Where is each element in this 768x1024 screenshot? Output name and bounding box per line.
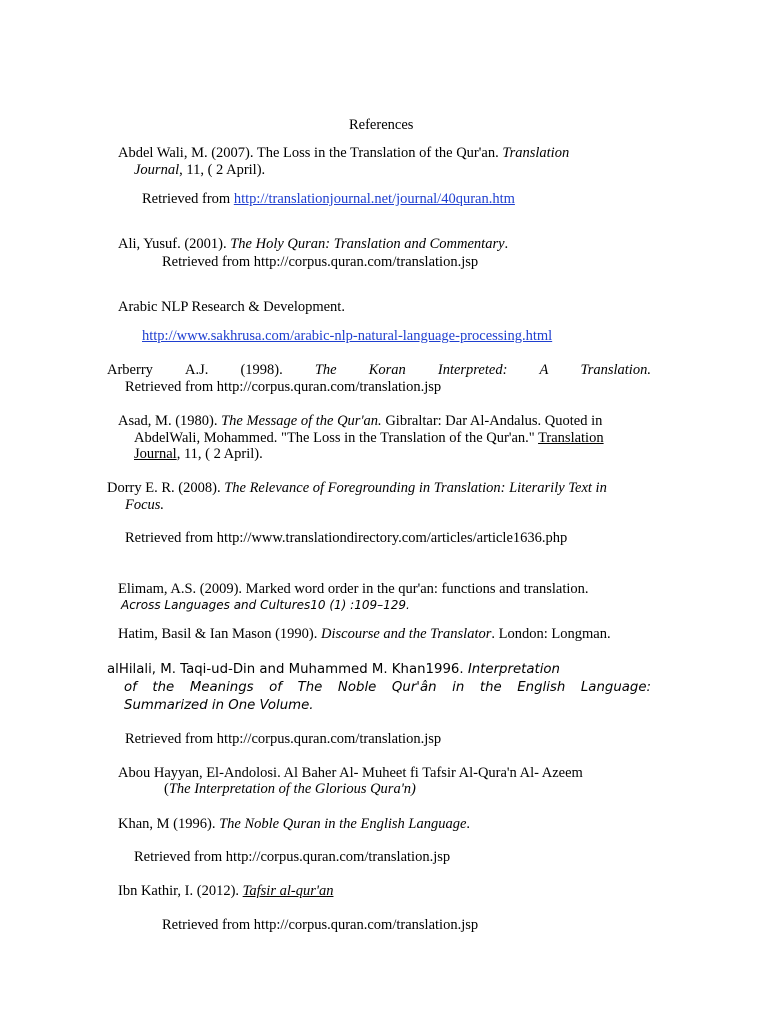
reference-alhilali-line3: Summarized in One Volume. (124, 698, 314, 713)
reference-hatim: Hatim, Basil & Ian Mason (1990). Discourse and the Translator. London: Longman. (118, 626, 611, 642)
reference-elimam-line2: Across Languages and Cultures10 (1) :109–129. (121, 598, 410, 612)
reference-ibn-kathir: Ibn Kathir, I. (2012). Tafsir al-qur'an (118, 883, 334, 899)
reference-asad-line2: AbdelWali, Mohammed. "The Loss in the Translation of the Qur'an." Translation (134, 430, 604, 446)
reference-arberry-line1: Arberry A.J. (1998). The Koran Interpreted: A Translation. (107, 362, 651, 378)
reference-khan: Khan, M (1996). The Noble Quran in the English Language. (118, 816, 471, 832)
reference-arabic-nlp: Arabic NLP Research & Development. (118, 299, 345, 315)
reference-arberry-retrieved: Retrieved from http://corpus.quran.com/translation.jsp (125, 379, 442, 395)
reference-abdel-wali-retrieved: Retrieved from http://translationjournal.net/journal/40quran.htm (142, 191, 515, 207)
reference-arabic-nlp-url (142, 328, 552, 345)
translationjournal-link[interactable]: http://translationjournal.net/journal/40quran.htm (233, 191, 515, 207)
reference-abdel-wali-line1: Abdel Wali, M. (2007). The Loss in the Translation of the Qur'an. Translation (118, 145, 570, 161)
reference-abdel-wali-line2: Journal, 11, ( 2 April). (134, 162, 266, 178)
reference-abou-hayyan-line2: (The Interpretation of the Glorious Qura'n) (164, 781, 416, 797)
reference-ibn-kathir-retrieved: Retrieved from http://corpus.quran.com/translation.jsp (162, 917, 479, 933)
reference-alhilali-retrieved: Retrieved from http://corpus.quran.com/translation.jsp (125, 731, 442, 747)
reference-ali-yusuf: Ali, Yusuf. (2001). The Holy Quran: Translation and Commentary. (118, 236, 509, 252)
page-title: References (349, 117, 414, 133)
reference-alhilali-line1: alHilali, M. Taqi-ud-Din and Muhammed M. Khan1996. Interpretation (107, 662, 560, 677)
reference-elimam-line1: Elimam, A.S. (2009). Marked word order in the qur'an: functions and translation. (118, 581, 589, 597)
reference-asad-line3: Journal, 11, ( 2 April). (134, 446, 263, 462)
reference-khan-retrieved: Retrieved from http://corpus.quran.com/translation.jsp (134, 849, 451, 865)
sakhrusa-link[interactable]: http://www.sakhrusa.com/arabic-nlp-natural-language-processing.html (142, 328, 553, 344)
reference-ali-yusuf-retrieved: Retrieved from http://corpus.quran.com/translation.jsp (162, 254, 479, 270)
reference-dorry-line2: Focus. (125, 497, 165, 513)
reference-dorry-retrieved: Retrieved from http://www.translationdirectory.com/articles/article1636.php (125, 530, 568, 546)
reference-abou-hayyan-line1: Abou Hayyan, El-Andolosi. Al Baher Al- Muheet fi Tafsir Al-Qura'n Al- Azeem (118, 765, 583, 781)
reference-asad-line1: Asad, M. (1980). The Message of the Qur'an. Gibraltar: Dar Al-Andalus. Quoted in (118, 413, 603, 429)
reference-alhilali-line2: of the Meanings of The Noble Qur'ân in the English Language: (124, 680, 651, 695)
reference-dorry-line1: Dorry E. R. (2008). The Relevance of Foregrounding in Translation: Literarily Text in (107, 480, 607, 496)
